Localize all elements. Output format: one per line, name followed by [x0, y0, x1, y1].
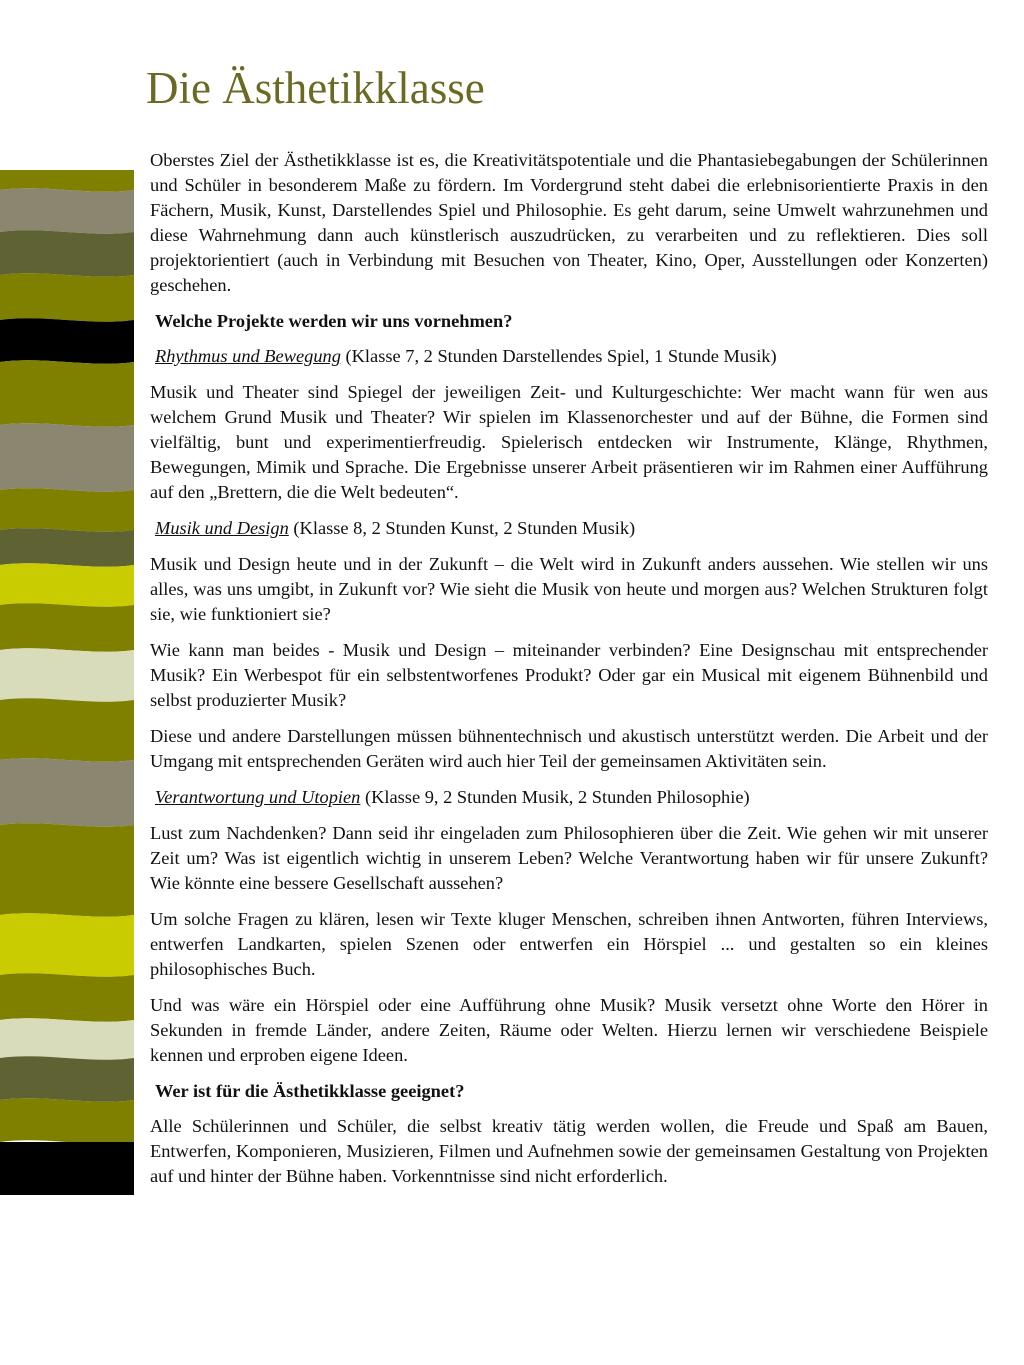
stripe-band [0, 423, 134, 491]
stripe-band [0, 273, 134, 321]
decorative-stripe-bar [0, 0, 136, 1200]
stripe-band [0, 528, 134, 566]
suitability-heading: Wer ist für die Ästhetikklasse geeignet? [155, 1081, 465, 1101]
stripe-band [0, 913, 134, 976]
project-utopien-text-1: Lust zum Nachdenken? Dann seid ihr eingeladen zum Philosophieren über die Zeit. Wie gehen wir mit unserer Zeit um? Was ist eigentlich wichtig in unserem Leben? Welche Verantwortung haben wir für unsere Zukunft? Wie könnte eine bessere Gesellschaft aussehen? [150, 823, 988, 893]
document-body [150, 148, 988, 1200]
stripe-band [0, 823, 134, 916]
page-title: Die Ästhetikklasse [146, 63, 485, 113]
project-design-text-2: Wie kann man beides - Musik und Design – miteinander verbinden? Eine Designschau mit entsprechender Musik? Ein Werbespot für ein selbstentworfenes Produkt? Oder gar ein Musical mit eigenem Bühnenbild und selbst produzierter Musik? [150, 640, 988, 710]
project-design-text-3: Diese und andere Darstellungen müssen bühnentechnisch und akustisch unterstützt werden. Die Arbeit und der Umgang mit entsprechenden Geräten wird auch hier Teil der gemeinsamen Aktivitäten sein. [150, 726, 988, 771]
stripe-band [0, 648, 134, 701]
project-utopien-name: Verantwortung und Utopien [155, 787, 361, 807]
stripe-band [0, 698, 134, 761]
project-rhythmus-name: Rhythmus und Bewegung [155, 346, 341, 366]
stripe-band [0, 318, 134, 363]
stripe-band [0, 603, 134, 651]
project-utopien-text-2: Um solche Fragen zu klären, lesen wir Texte kluger Menschen, schreiben ihnen Antworten, führen Interviews, entwerfen Landkarten, spielen Szenen oder entwerfen ein Hörspiel ... und gestalten so ein kleines philosophisches Buch. [150, 909, 988, 979]
stripe-band [0, 1018, 134, 1059]
stripe-band [0, 973, 134, 1021]
project-utopien-text-3: Und was wäre ein Hörspiel oder eine Aufführung ohne Musik? Musik versetzt ohne Worte den Hörer in Sekunden in fremde Länder, andere Zeiten, Räume oder Welten. Hierzu lernen wir verschiedene Beispiele kennen und erproben eigene Ideen. [150, 995, 988, 1065]
project-rhythmus-details: (Klasse 7, 2 Stunden Darstellendes Spiel, 1 Stunde Musik) [340, 346, 777, 366]
project-rhythmus-text: Musik und Theater sind Spiegel der jeweiligen Zeit- und Kulturgeschichte: Wer macht wann für wen aus welchem Grund Musik und Theater? Wir spielen im Klassenorchester und auf der Bühne, die Formen sind vielfältig, bunt und experimentierfreudig. Spielerisch entdecken wir Instrumente, Klänge, Rhythmen, Bewegungen, Mimik und Sprache. Die Ergebnisse unserer Arbeit präsentieren wir im Rahmen einer Aufführung auf den „Brettern, die die Welt bedeuten“. [150, 382, 988, 502]
projects-heading: Welche Projekte werden wir uns vornehmen? [155, 311, 513, 331]
project-design-text-1: Musik und Design heute und in der Zukunft – die Welt wird in Zukunft anders aussehen. Wie stellen wir uns alles, was uns umgibt, in Zukunft vor? Wie sieht die Musik von heute und morgen aus? Welchen Strukturen folgt sie, wie funktioniert sie? [150, 554, 988, 624]
project-design-title [150, 516, 988, 541]
stripe-band [0, 488, 134, 531]
project-utopien-details: (Klasse 9, 2 Stunden Musik, 2 Stunden Philosophie) [360, 787, 750, 807]
intro-paragraph: Oberstes Ziel der Ästhetikklasse ist es, die Kreativitätspotentiale und die Phantasiebegabungen der Schülerinnen und Schüler in besonderem Maße zu fördern. Im Vordergrund steht dabei die erlebnisorientierte Praxis in den Fächern, Musik, Kunst, Darstellendes Spiel und Philosophie. Es geht darum, seine Umwelt wahrzunehmen und diese Wahrnehmung dann auch künstlerisch auszudrücken, zu verarbeiten und zu reflektieren. Dies soll projektorientiert (auch in Verbindung mit Besuchen von Theater, Kino, Oper, Ausstellungen oder Konzerten) geschehen. [150, 150, 988, 295]
project-utopien-title [150, 785, 988, 810]
stripe-band [0, 230, 134, 276]
stripe-band [0, 758, 134, 826]
stripe-band [0, 1098, 134, 1143]
project-design-details: (Klasse 8, 2 Stunden Kunst, 2 Stunden Musik) [288, 518, 636, 538]
stripe-band [0, 360, 134, 426]
stripe-band [0, 563, 134, 606]
project-design-name: Musik und Design [155, 518, 289, 538]
suitability-text: Alle Schülerinnen und Schüler, die selbst kreativ tätig werden wollen, die Freude und Spaß am Bauen, Entwerfen, Komponieren, Musizieren, Filmen und Aufnehmen sowie der gemeinsamen Gestaltung von Projekten auf und hinter der Bühne haben. Vorkenntnisse sind nicht erforderlich. [150, 1116, 988, 1186]
project-rhythmus-title [150, 344, 988, 369]
stripe-band [0, 188, 134, 233]
stripe-band [0, 1056, 134, 1101]
stripe-band [0, 1142, 134, 1195]
